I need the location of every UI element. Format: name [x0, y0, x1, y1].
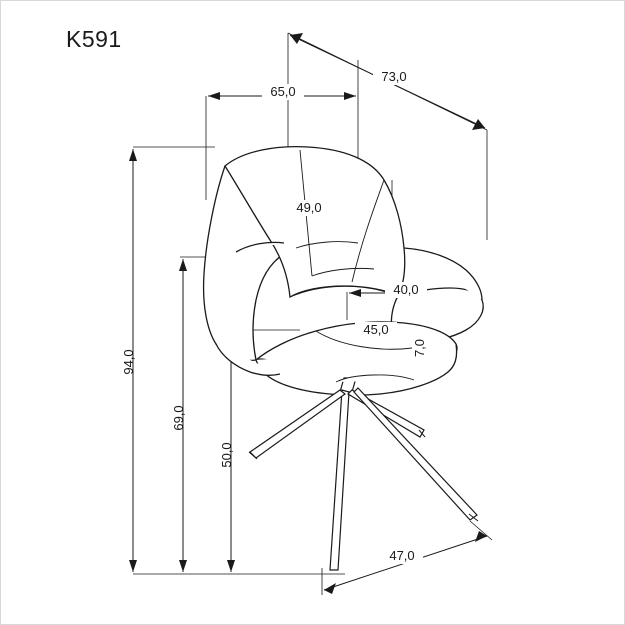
chair-body-outline [204, 147, 484, 396]
dimension-label-width-seat-top: 65,0 [270, 84, 296, 99]
dimension-label-seat-inner-width: 40,0 [393, 282, 419, 297]
dimension-label-backrest-width: 49,0 [296, 200, 322, 215]
dimension-label-armrest-height: 69,0 [171, 405, 186, 431]
dimension-label-seat-width: 45,0 [363, 322, 389, 337]
dimension-label-total-height: 94,0 [121, 349, 136, 375]
leg-foot-marks [249, 430, 478, 570]
dimension-label-depth-overall: 73,0 [381, 69, 407, 84]
dimension-label-base-span: 47,0 [389, 548, 415, 563]
dimension-label-seat-height: 50,0 [219, 442, 234, 468]
chair-leg-base [250, 375, 477, 570]
dimension-labels [121, 68, 427, 564]
page-title: K591 [66, 26, 122, 52]
dimension-label-seat-thickness: 7,0 [412, 338, 427, 358]
